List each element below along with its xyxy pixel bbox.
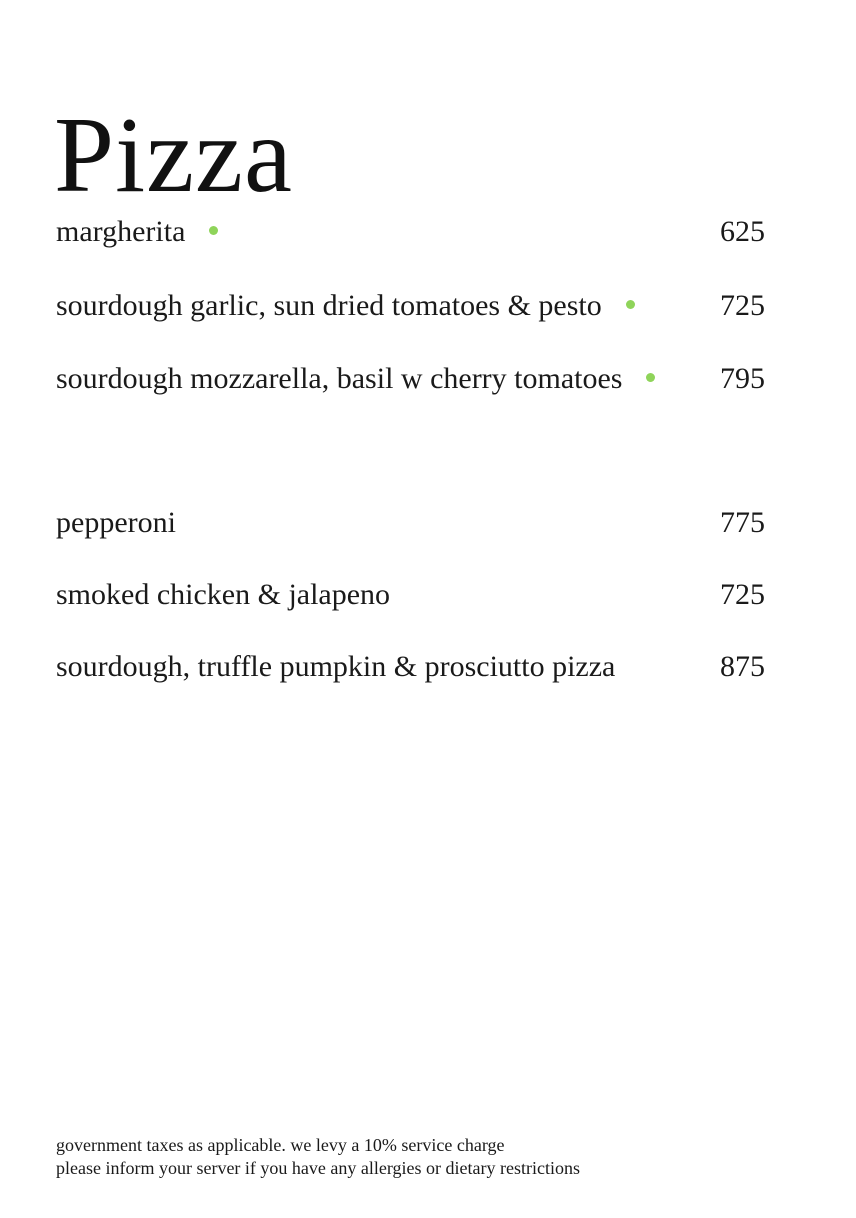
menu-item-smoked-chicken <box>56 575 776 615</box>
menu-item-sourdough-garlic <box>56 286 776 326</box>
item-name: sourdough garlic, sun dried tomatoes & pesto <box>56 286 635 326</box>
veg-dot-icon <box>209 226 218 235</box>
item-name: sourdough, truffle pumpkin & prosciutto pizza <box>56 650 616 683</box>
item-price: 725 <box>720 289 765 322</box>
footer-notes <box>56 1134 580 1180</box>
footer-allergy-note: please inform your server if you have any allergies or dietary restrictions <box>56 1158 580 1178</box>
menu-item-margherita <box>56 212 776 252</box>
veg-dot-icon <box>626 300 635 309</box>
veg-dot-icon <box>646 373 655 382</box>
item-price: 625 <box>720 215 765 248</box>
item-name: margherita <box>56 212 218 252</box>
menu-item-sourdough-mozzarella <box>56 359 776 399</box>
item-name: sourdough mozzarella, basil w cherry tomatoes <box>56 359 655 399</box>
item-price: 725 <box>720 578 765 611</box>
item-price: 875 <box>720 650 765 683</box>
item-price: 775 <box>720 506 765 539</box>
page-title: Pizza <box>54 96 293 216</box>
item-price: 795 <box>720 362 765 395</box>
footer-tax-note: government taxes as applicable. we levy a 10% service charge <box>56 1135 505 1155</box>
item-name: smoked chicken & jalapeno <box>56 578 391 611</box>
menu-item-truffle-pumpkin-prosciutto <box>56 647 776 687</box>
menu-item-pepperoni <box>56 503 776 543</box>
item-name: pepperoni <box>56 506 176 539</box>
